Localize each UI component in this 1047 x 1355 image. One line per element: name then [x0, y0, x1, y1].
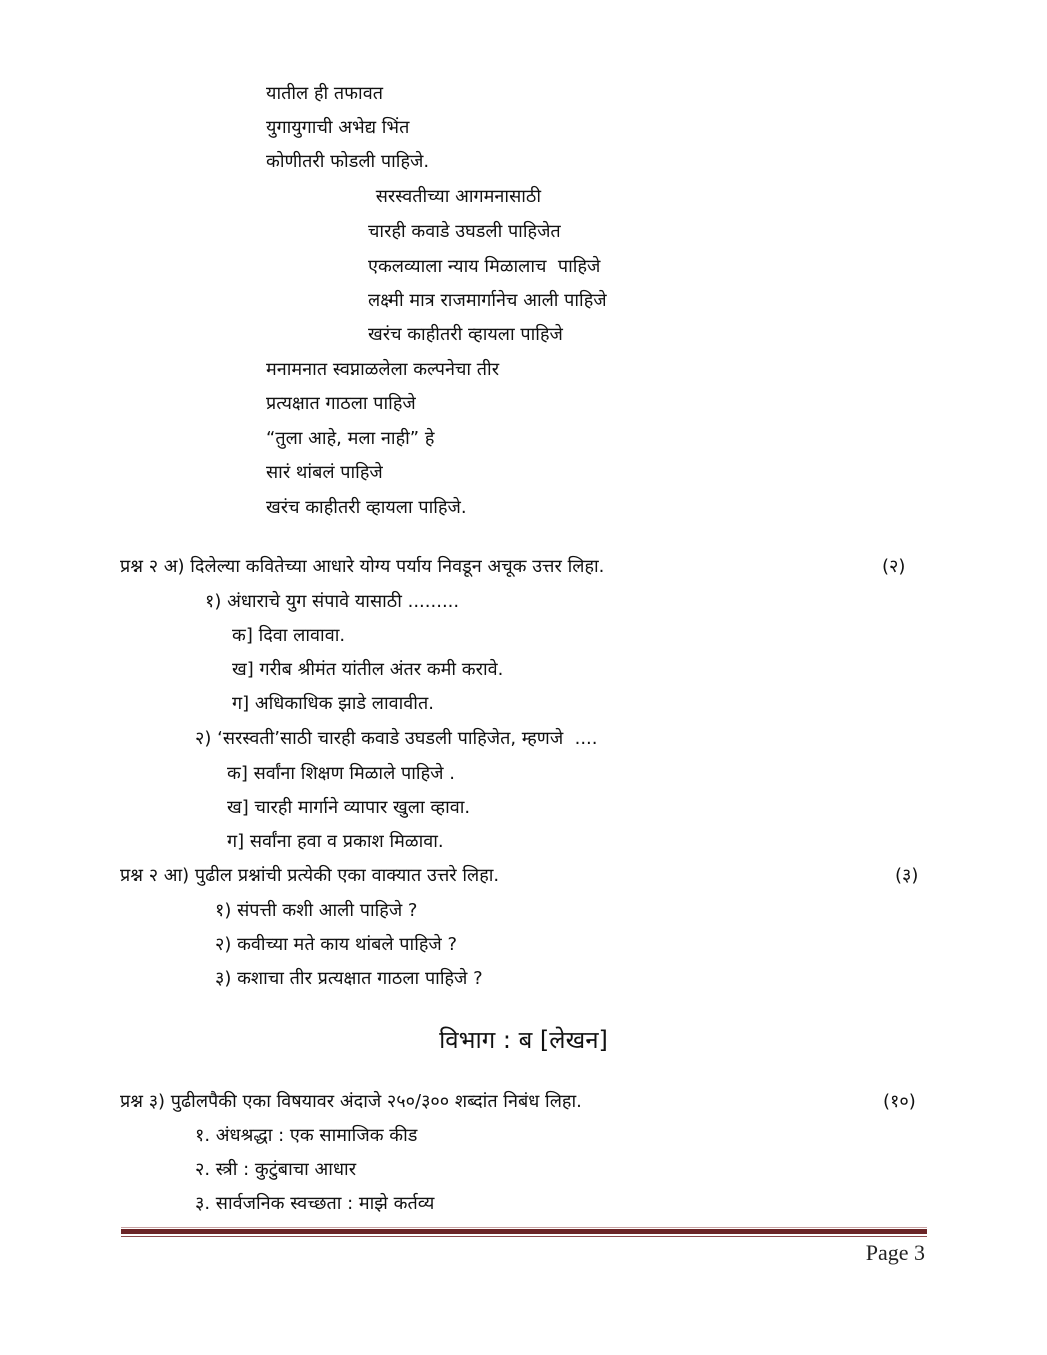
poem-line: यातील ही तफावत [266, 83, 383, 104]
mcq-option: क] सर्वांना शिक्षण मिळाले पाहिजे . [227, 763, 455, 784]
poem-line: कोणीतरी फोडली पाहिजे. [266, 151, 430, 172]
question-prompt: प्रश्न २ अ) दिलेल्या कवितेच्या आधारे योग्य पर्याय निवडून अचूक उत्तर लिहा. [120, 556, 605, 577]
poem-line: “तुला आहे, मला नाही” हे [266, 428, 435, 449]
question-marks: (२) [882, 556, 906, 577]
question-prompt: प्रश्न २ आ) पुढील प्रश्नांची प्रत्येकी एका वाक्यात उत्तरे लिहा. [120, 865, 500, 886]
short-question: २) कवीच्या मते काय थांबले पाहिजे ? [215, 934, 458, 955]
poem-line: चारही कवाडे उघडली पाहिजेत [368, 221, 561, 242]
question-marks: (१०) [883, 1091, 916, 1112]
essay-topic: २. स्त्री : कुटुंबाचा आधार [195, 1159, 357, 1180]
footer-rule [121, 1229, 927, 1234]
question-marks: (३) [895, 865, 919, 886]
short-question: ३) कशाचा तीर प्रत्यक्षात गाठला पाहिजे ? [215, 968, 483, 989]
question-prompt: प्रश्न ३) पुढीलपैकी एका विषयावर अंदाजे २५०/३०० शब्दांत निबंध लिहा. [120, 1091, 582, 1112]
mcq-option: ख] गरीब श्रीमंत यांतील अंतर कमी करावे. [232, 659, 504, 680]
section-heading: विभाग : ब [लेखन] [439, 1026, 608, 1054]
poem-line: प्रत्यक्षात गाठला पाहिजे [266, 393, 416, 414]
short-question: १) संपत्ती कशी आली पाहिजे ? [215, 900, 418, 921]
footer-rule-thin [121, 1236, 927, 1237]
mcq-option: ग] अधिकाधिक झाडे लावावीत. [232, 693, 434, 714]
essay-topic: १. अंधश्रद्धा : एक सामाजिक कीड [195, 1125, 418, 1146]
poem-line: युगायुगाची अभेद्य भिंत [266, 117, 410, 138]
poem-line: खरंच काहीतरी व्हायला पाहिजे [368, 324, 563, 345]
essay-topic: ३. सार्वजनिक स्वच्छता : माझे कर्तव्य [195, 1193, 435, 1214]
page-number: Page 3 [865, 1240, 925, 1265]
poem-line: खरंच काहीतरी व्हायला पाहिजे. [266, 497, 467, 518]
poem-line: सारं थांबलं पाहिजे [266, 462, 383, 483]
poem-line: सरस्वतीच्या आगमनासाठी [370, 186, 542, 207]
mcq-question: १) अंधाराचे युग संपावे यासाठी ......... [205, 591, 460, 612]
mcq-option: क] दिवा लावावा. [232, 625, 346, 646]
footer-rule-highlight [121, 1227, 927, 1228]
poem-line: लक्ष्मी मात्र राजमार्गानेच आली पाहिजे [368, 290, 607, 311]
mcq-option: ग] सर्वांना हवा व प्रकाश मिळावा. [227, 831, 444, 852]
poem-line: मनामनात स्वप्नाळलेला कल्पनेचा तीर [266, 359, 500, 380]
mcq-option: ख] चारही मार्गाने व्यापार खुला व्हावा. [227, 797, 471, 818]
mcq-question: २) ‘सरस्वती’साठी चारही कवाडे उघडली पाहिजेत, म्हणजे .... [195, 728, 598, 749]
poem-line: एकलव्याला न्याय मिळालाच पाहिजे [368, 256, 601, 277]
